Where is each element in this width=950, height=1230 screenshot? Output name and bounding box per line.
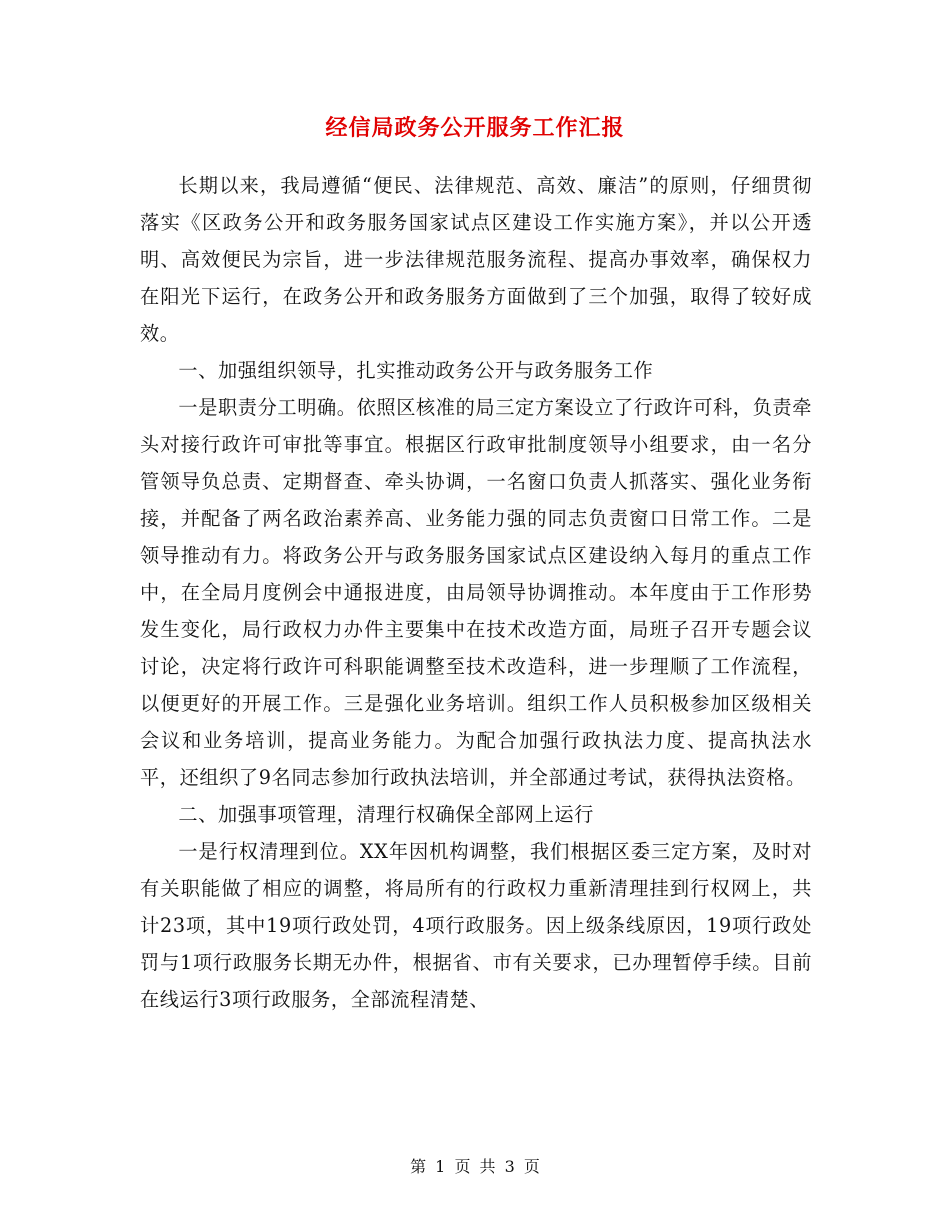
paragraph-intro: 长期以来，我局遵循“便民、法律规范、高效、廉洁”的原则，仔细贯彻落实《区政务公开和政务服务国家试点区建设工作实施方案》，并以公开透明、高效便民为宗旨，进一步法律规范服务流程、提高办事效率，确保权力在阳光下运行，在政务公开和政务服务方面做到了三个加强，取得了较好成效。 — [140, 174, 812, 345]
section-heading-1: 一、加强组织领导，扎实推动政务公开与政务服务工作 — [178, 359, 654, 382]
document-body — [140, 167, 812, 1018]
page-number-footer: 第 1 页 共 3 页 — [410, 1157, 540, 1176]
document-title: 经信局政务公开服务工作汇报 — [325, 115, 625, 141]
paragraph-section-2: 一是行权清理到位。XX年因机构调整，我们根据区委三定方案，及时对有关职能做了相应的调整，将局所有的行政权力重新清理挂到行权网上，共计23项，其中19项行政处罚，4项行政服务。因上级条线原因，19项行政处罚与1项行政服务长期无办件，根据省、市有关要求，已办理暂停手续。目前在线运行3项行政服务，全部流程清楚、 — [140, 840, 812, 1011]
paragraph-section-1: 一是职责分工明确。依照区核准的局三定方案设立了行政许可科，负责牵头对接行政许可审批等事宜。根据区行政审批制度领导小组要求，由一名分管领导负总责、定期督查、牵头协调，一名窗口负责人抓落实、强化业务衔接，并配备了两名政治素养高、业务能力强的同志负责窗口日常工作。二是领导推动有力。将政务公开与政务服务国家试点区建设纳入每月的重点工作中，在全局月度例会中通报进度，由局领导协调推动。本年度由于工作形势发生变化，局行政权力办件主要集中在技术改造方面，局班子召开专题会议讨论，决定将行政许可科职能调整至技术改造科，进一步理顺了工作流程，以便更好的开展工作。三是强化业务培训。组织工作人员积极参加区级相关会议和业务培训，提高业务能力。为配合加强行政执法力度、提高执法水平，还组织了9名同志参加行政执法培训，并全部通过考试，获得执法资格。 — [140, 396, 812, 789]
section-heading-2: 二、加强事项管理，清理行权确保全部网上运行 — [178, 803, 594, 826]
